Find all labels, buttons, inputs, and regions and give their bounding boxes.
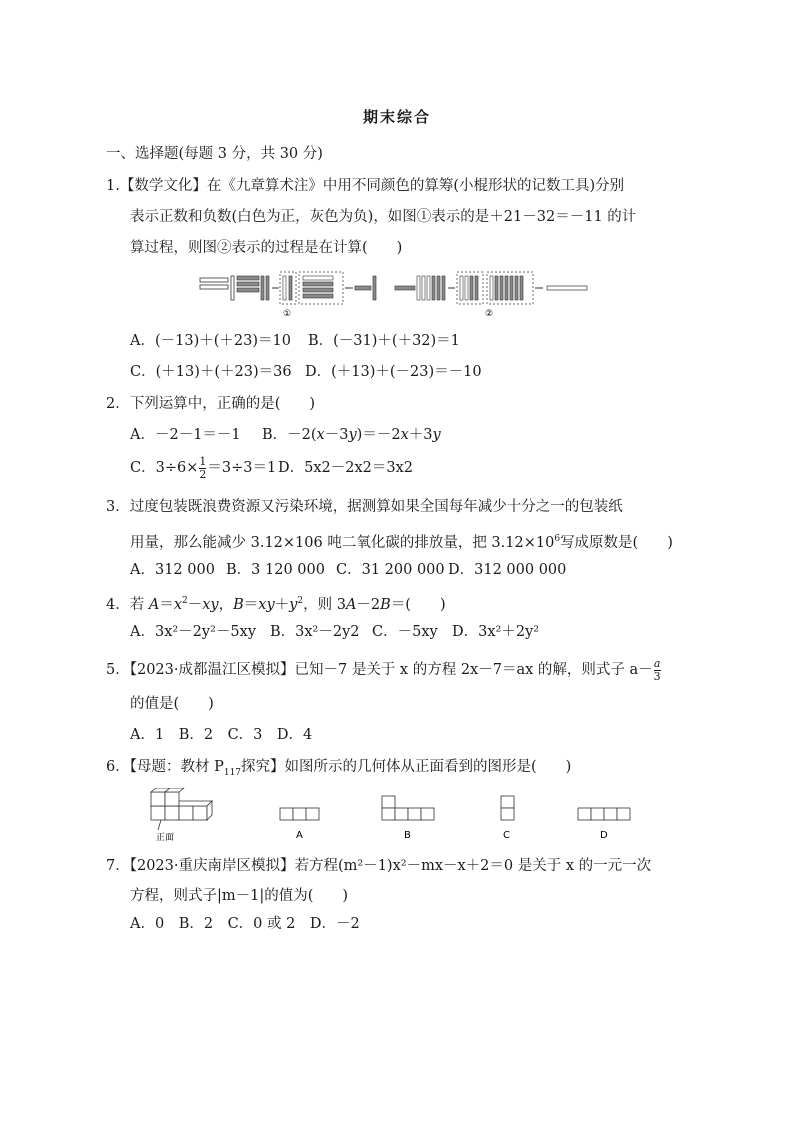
front-view-label: 正面 — [156, 833, 175, 843]
section-heading: 一、选择题(每题 3 分，共 30 分) — [106, 146, 323, 162]
q5-line2: 的值是( ) — [130, 696, 214, 712]
q2-option-c: C．3÷6× $\frac{1}{2}$ ＝3÷3＝1 — [130, 454, 277, 481]
q1-line3: 算过程，则图②表示的过程是在计算( ) — [130, 240, 403, 256]
q1-option-c: C．(＋13)＋(＋23)＝36 — [130, 364, 292, 380]
q2-option-a: A．－2－1＝－1 — [130, 427, 241, 443]
q3-line1: 3．过度包装既浪费资源又污染环境，据测算如果全国每年减少十分之一的包装纸 — [106, 499, 623, 515]
q2-line1: 2．下列运算中，正确的是( ) — [106, 396, 316, 412]
q3-option-c: C．31 200 000 — [336, 562, 445, 578]
q4-option-a: A．3x²－2y²－5xy — [130, 624, 257, 640]
q4-option-b: B．3x²－2y2 — [270, 624, 360, 640]
figure-2-rods — [395, 272, 587, 318]
option-d-label: D — [600, 830, 608, 841]
q3-option-b: B．3 120 000 — [226, 562, 325, 578]
q4-option-d: D．3x²＋2y² — [452, 624, 540, 640]
q3-line2: 用量，那么能减少 3.12×106 吨二氧化碳的排放量，把 $3.12\times 10^6$写成原数是( ) — [130, 534, 673, 551]
view-option-a — [280, 808, 319, 820]
q6-line1: 6．【母题：教材 $P_{117}$探究】如图所示的几何体从正面看到的图形是( ) — [106, 759, 572, 778]
q4-line1: 4．若 $A=x^2-xy$，$B=xy+y^2$，则 3A－2B＝( ) — [106, 596, 446, 613]
figure-2-label: ② — [485, 309, 494, 318]
q2-option-d: D．5x2－2x2＝3x2 — [278, 460, 414, 476]
view-option-b — [382, 796, 434, 820]
view-option-c — [501, 796, 514, 820]
q2-option-b: B．－2(x－3y)＝－2x＋3y — [262, 427, 441, 443]
q6-solid-figure-and-views — [146, 788, 636, 848]
q1-option-a: A．(－13)＋(＋23)＝10 — [130, 333, 291, 349]
q5-line1: 5．【2023·成都温江区模拟】已知－7 是关于 x 的方程 2x－7＝ax 的解，则式子 a－ $\frac{a}{3}$ — [106, 656, 661, 683]
q1-counting-rods-figure — [195, 268, 595, 318]
q4-option-c: C．－5xy — [372, 624, 438, 640]
solid-3d — [151, 788, 212, 820]
q7-line1: 7．【2023·重庆南岸区模拟】若方程(m²－1)x²－mx－x＋2＝0 是关于 x 的一元一次 — [106, 858, 652, 874]
option-a-label: A — [296, 830, 303, 841]
q1-option-d: D．(＋13)＋(－23)＝－10 — [305, 364, 482, 380]
q3-option-d: D．312 000 000 — [448, 562, 567, 578]
option-b-label: B — [404, 830, 411, 841]
view-option-d — [578, 808, 630, 820]
q7-line2: 方程，则式子|m－1|的值为( ) — [130, 888, 349, 904]
q7-options: A．0 B．2 C．0 或 2 D．－2 — [130, 916, 360, 932]
q3-option-a: A．312 000 — [130, 562, 215, 578]
figure-1-rods — [200, 272, 376, 318]
fraction: $\frac{1}{2}$ — [199, 454, 207, 481]
q5-options: A．1 B．2 C．3 D．4 — [130, 727, 313, 743]
option-c-label: C — [503, 830, 510, 841]
page-title: 期末综合 — [362, 108, 431, 126]
q1-option-b: B．(－31)＋(＋32)＝1 — [308, 333, 460, 349]
figure-1-label: ① — [283, 309, 292, 318]
fraction: $\frac{a}{3}$ — [653, 656, 661, 683]
q1-line2: 表示正数和负数(白色为正，灰色为负)，如图①表示的是＋21－32＝－11 的计 — [130, 209, 637, 225]
q1-line1: 1.【数学文化】在《九章算术注》中用不同颜色的算筹(小棍形状的记数工具)分别 — [106, 178, 625, 194]
